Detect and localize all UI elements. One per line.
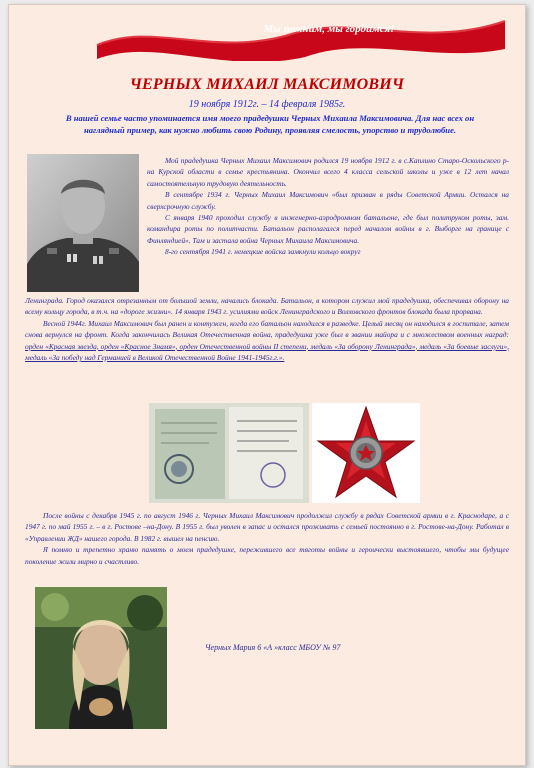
bio-paragraph (25, 318, 509, 364)
memory-paragraph: Я помню и трепетно храню память о моем прадедушке, пережившего все тяготы войны и героически выстоявшего, чтобы мы будущее поколение жили мирно и счастливо. (25, 545, 509, 566)
biography-continued (25, 295, 509, 363)
military-document-photo (149, 403, 309, 503)
wounded-text: Весной 1944г. Михаил Максимович был ранен и контужен, когда его батальон находился в разведке. Целый месяц он находился в госпитале, затем снова вернулся на фронт. Когда закончилась Великая Отечественная война, прадедушка уже был в звании майора и с множеством военных (25, 318, 509, 340)
awards-list: орден «Красная звезда, орден «Красное Знамя», орден Отечественной войны II степени, медаль «За оборону Ленинграда», медаль «За боевые заслуги», медаль «За победу над Германией в Великой Отечественной Войне 1941-1945г.г.». (25, 341, 509, 363)
page-title: ЧЕРНЫХ МИХАИЛ МАКСИМОВИЧ (129, 76, 405, 93)
intro-paragraph: В нашей семье часто упоминается имя моего прадедушки Черных Михаила Максимовича. Для нас всех он наглядный пример, как нужно любить свою Родину, проявляя смелость, упорство и трудолюбие. (65, 113, 475, 136)
banner-ribbon (95, 15, 507, 61)
author-signature: Черных Мария 6 «А »класс МБОУ № 97 (205, 643, 341, 652)
red-star-order-icon (312, 403, 420, 503)
author-photo (35, 587, 167, 729)
after-war-paragraph: После войны с декабря 1945 г. по август 1946 г. Черных Михаил Максимович продолжил службу в рядах Советской армии в г. Краснодаре, а с 1947 г. по май 1955 г. – в г. Ростове –на-Дону. В 1955 г. был уволен в запас и остался проживать с семьей постоянно в г. Ростове-на-Дону. Работал в «Управлении ЖД» нашего города. В 1982 г. вышел на пенсию. (25, 511, 509, 543)
awards-lead: наград: (485, 330, 509, 340)
bio-paragraph: Мой прадедушка Черных Михаил Максимович родился 19 ноября 1912 г. в с.Каплино Старо-Оскольского р-на Курской области в семье крестьянина. Окончил всего 4 класса сельской школы и уже в 12 лет начал самостоятельную трудовую деятельность. (147, 156, 509, 188)
bio-paragraph: 8-го сентября 1941 г. немецкие войска замкнули кольцо вокруг (165, 247, 361, 257)
bio-paragraph: Ленинграда. Город оказался отрезанным от большой земли, начались блокада. Батальон, в котором служил мой прадедушка, обеспечивал оборону на всему кольцу города, в т.ч. на «дороге жизни». 14 января 1943 г. усилиями войск Ленинградского и Волховского фронтов блокада была прорвана. (25, 296, 509, 317)
after-war-section (25, 510, 509, 567)
portrait-photo (27, 154, 139, 292)
biography-column (147, 155, 509, 258)
bio-paragraph: В сентябре 1934 г. Черных Михаил Максимович «был призван в ряды Советской Армии. Остался на сверхсрочную службу. (147, 190, 509, 211)
banner-text: Мы помним, мы гордимся! (263, 23, 395, 35)
bio-paragraph: С января 1940 проходил службу в инженерно-аэродромном батальоне, где был политруком роты, зам. командира роты по политчасти. Батальон располагался перед началом войны в г. Выборге на границе с Финляндией». Там и застала война Черных Михаила Максимовича. (147, 213, 509, 245)
life-dates: 19 ноября 1912г. – 14 февраля 1985г. (188, 99, 346, 110)
page (8, 4, 526, 766)
